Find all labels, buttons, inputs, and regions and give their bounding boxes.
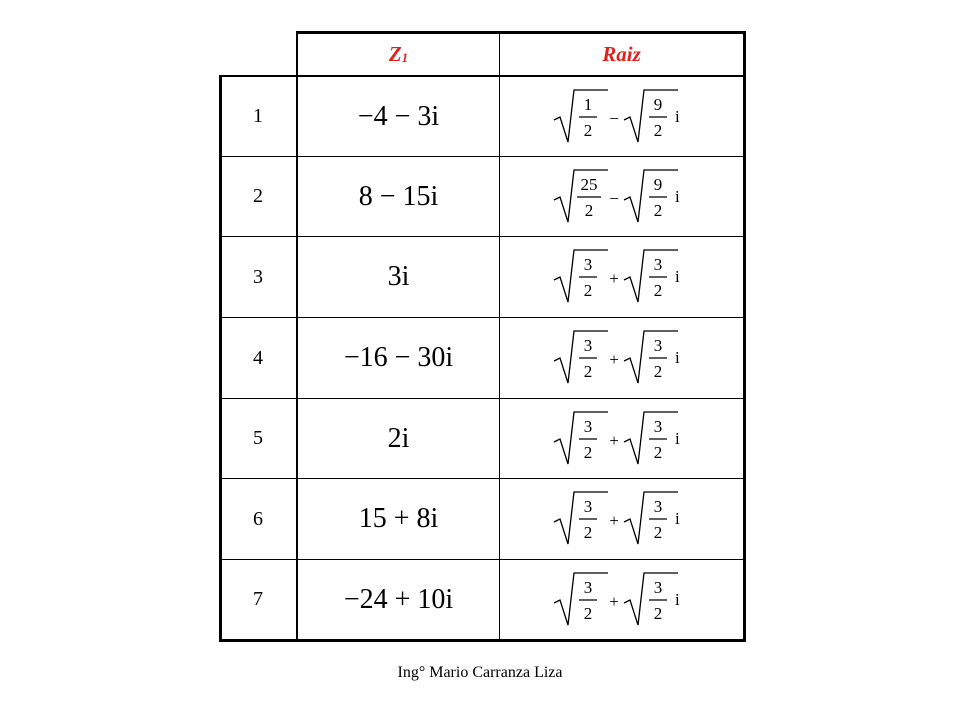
z1-value: 3i <box>387 261 410 292</box>
root-value <box>500 157 743 236</box>
root-unit: i <box>674 267 680 286</box>
root-value <box>500 237 743 317</box>
header-raiz-label: Raiz <box>602 41 641 66</box>
root-expression <box>552 567 692 633</box>
root-a-den: 2 <box>584 200 593 220</box>
root-a-num: 1 <box>583 94 592 114</box>
root-b-den: 2 <box>653 603 662 623</box>
root-op: − <box>608 108 619 128</box>
row-index: 3 <box>253 265 263 288</box>
z1-value: 8 − 15i <box>358 180 439 212</box>
root-value <box>500 479 743 559</box>
root-b-num: 3 <box>653 336 662 355</box>
z1-value: 2i <box>387 422 410 454</box>
root-b-den: 2 <box>653 523 662 542</box>
row-index: 4 <box>253 346 263 369</box>
header-z1-main: Z <box>388 41 402 66</box>
root-a-den: 2 <box>583 281 592 300</box>
root-b-num: 3 <box>653 416 662 436</box>
table-right-border <box>743 31 746 642</box>
table-bottom-border <box>219 639 746 642</box>
root-a-num: 25 <box>580 174 597 194</box>
root-op: + <box>608 511 619 530</box>
root-b-den: 2 <box>653 442 662 462</box>
root-op: + <box>608 430 619 450</box>
root-b-num: 3 <box>653 577 662 597</box>
root-expression <box>552 325 692 391</box>
root-b-den: 2 <box>653 120 662 140</box>
root-value <box>500 77 743 156</box>
root-op: + <box>608 269 619 288</box>
root-op: + <box>608 350 619 369</box>
root-unit: i <box>674 186 680 206</box>
root-b-num: 9 <box>653 174 662 194</box>
row-index: 1 <box>253 105 263 127</box>
header-z1 <box>297 32 500 76</box>
root-unit: i <box>674 106 680 126</box>
root-a-den: 2 <box>583 523 592 542</box>
root-expression <box>552 164 692 230</box>
root-unit: i <box>674 348 680 367</box>
z1-value: −4 − 3i <box>357 100 440 132</box>
root-b-den: 2 <box>653 362 662 381</box>
root-a-den: 2 <box>583 120 592 140</box>
root-expression <box>552 406 692 472</box>
z1-value: −24 + 10i <box>343 583 454 615</box>
root-b-num: 3 <box>653 255 662 274</box>
root-b-num: 3 <box>653 497 662 516</box>
root-a-den: 2 <box>583 603 592 623</box>
root-b-num: 9 <box>653 94 662 114</box>
root-a-num: 3 <box>583 416 592 436</box>
row-index: 5 <box>253 427 263 449</box>
header-z1-sub: 1 <box>401 50 409 65</box>
root-a-num: 3 <box>583 336 592 355</box>
row-index: 7 <box>253 588 263 610</box>
z1-value: 15 + 8i <box>358 503 439 534</box>
root-value <box>500 399 743 478</box>
root-op: − <box>608 188 619 208</box>
root-a-num: 3 <box>583 577 592 597</box>
root-b-den: 2 <box>653 200 662 220</box>
root-expression <box>552 84 692 150</box>
root-op: + <box>608 591 619 611</box>
root-a-num: 3 <box>583 497 592 516</box>
root-value <box>500 560 743 639</box>
root-unit: i <box>674 428 680 448</box>
root-a-num: 3 <box>583 255 592 274</box>
root-expression <box>552 486 692 552</box>
root-value <box>500 318 743 398</box>
root-a-den: 2 <box>583 442 592 462</box>
row-index: 2 <box>253 185 263 207</box>
footer-author: Ing° Mario Carranza Liza <box>397 664 563 681</box>
root-expression <box>552 244 692 310</box>
root-a-den: 2 <box>583 362 592 381</box>
header-raiz <box>500 32 743 76</box>
row-index: 6 <box>253 507 263 530</box>
root-b-den: 2 <box>653 281 662 300</box>
z1-value: −16 − 30i <box>343 342 454 373</box>
root-unit: i <box>674 509 680 528</box>
root-unit: i <box>674 589 680 609</box>
